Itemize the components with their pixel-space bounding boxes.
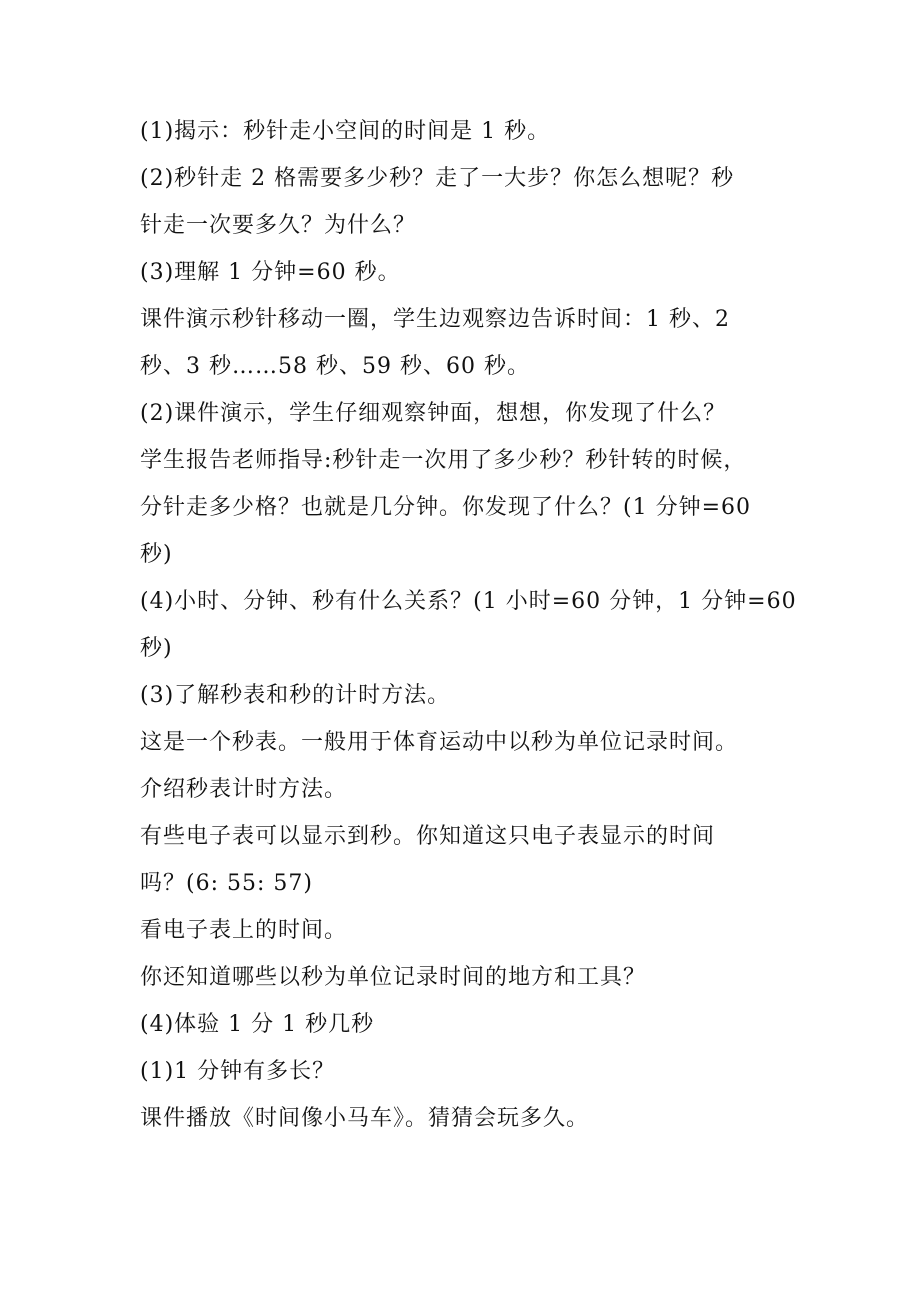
text-line: 有些电子表可以显示到秒。你知道这只电子表显示的时间 [140, 824, 716, 849]
text-line: (4)体验 1 分 1 秒几秒 [140, 1012, 375, 1037]
text-line: 秒) [140, 542, 173, 567]
text-line: (2)课件演示，学生仔细观察钟面，想想，你发现了什么？ [140, 401, 727, 426]
text-line: 针走一次要多久？为什么？ [140, 213, 417, 238]
text-line: 看电子表上的时间。 [140, 918, 348, 943]
text-line: 课件演示秒针移动一圈，学生边观察边告诉时间：1 秒、2 [140, 307, 730, 332]
text-line: 秒、3 秒……58 秒、59 秒、60 秒。 [140, 354, 530, 379]
text-line: 分针走多少格？也就是几分钟。你发现了什么？(1 分钟=60 [140, 495, 752, 520]
text-line: 这是一个秒表。一般用于体育运动中以秒为单位记录时间。 [140, 730, 739, 755]
text-line: (3)理解 1 分钟=60 秒。 [140, 260, 401, 285]
text-line: 秒) [140, 636, 173, 661]
text-line: (3)了解秒表和秒的计时方法。 [140, 683, 451, 708]
text-line: (1)1 分钟有多长？ [140, 1059, 336, 1084]
text-line: (4)小时、分钟、秒有什么关系？(1 小时=60 分钟，1 分钟=60 [140, 589, 797, 614]
document-body [140, 108, 800, 1142]
text-line: 吗？(6: 55: 57) [140, 871, 313, 896]
text-line: 介绍秒表计时方法。 [140, 777, 348, 802]
text-line: 你还知道哪些以秒为单位记录时间的地方和工具？ [140, 965, 647, 990]
text-line: (2)秒针走 2 格需要多少秒？走了一大步？你怎么想呢？秒 [140, 166, 735, 191]
text-line: (1)揭示：秒针走小空间的时间是 1 秒。 [140, 119, 551, 144]
text-line: 课件播放《时间像小马车》。猜猜会玩多久。 [140, 1106, 590, 1131]
text-line: 学生报告老师指导:秒针走一次用了多少秒？秒针转的时候， [140, 448, 747, 473]
